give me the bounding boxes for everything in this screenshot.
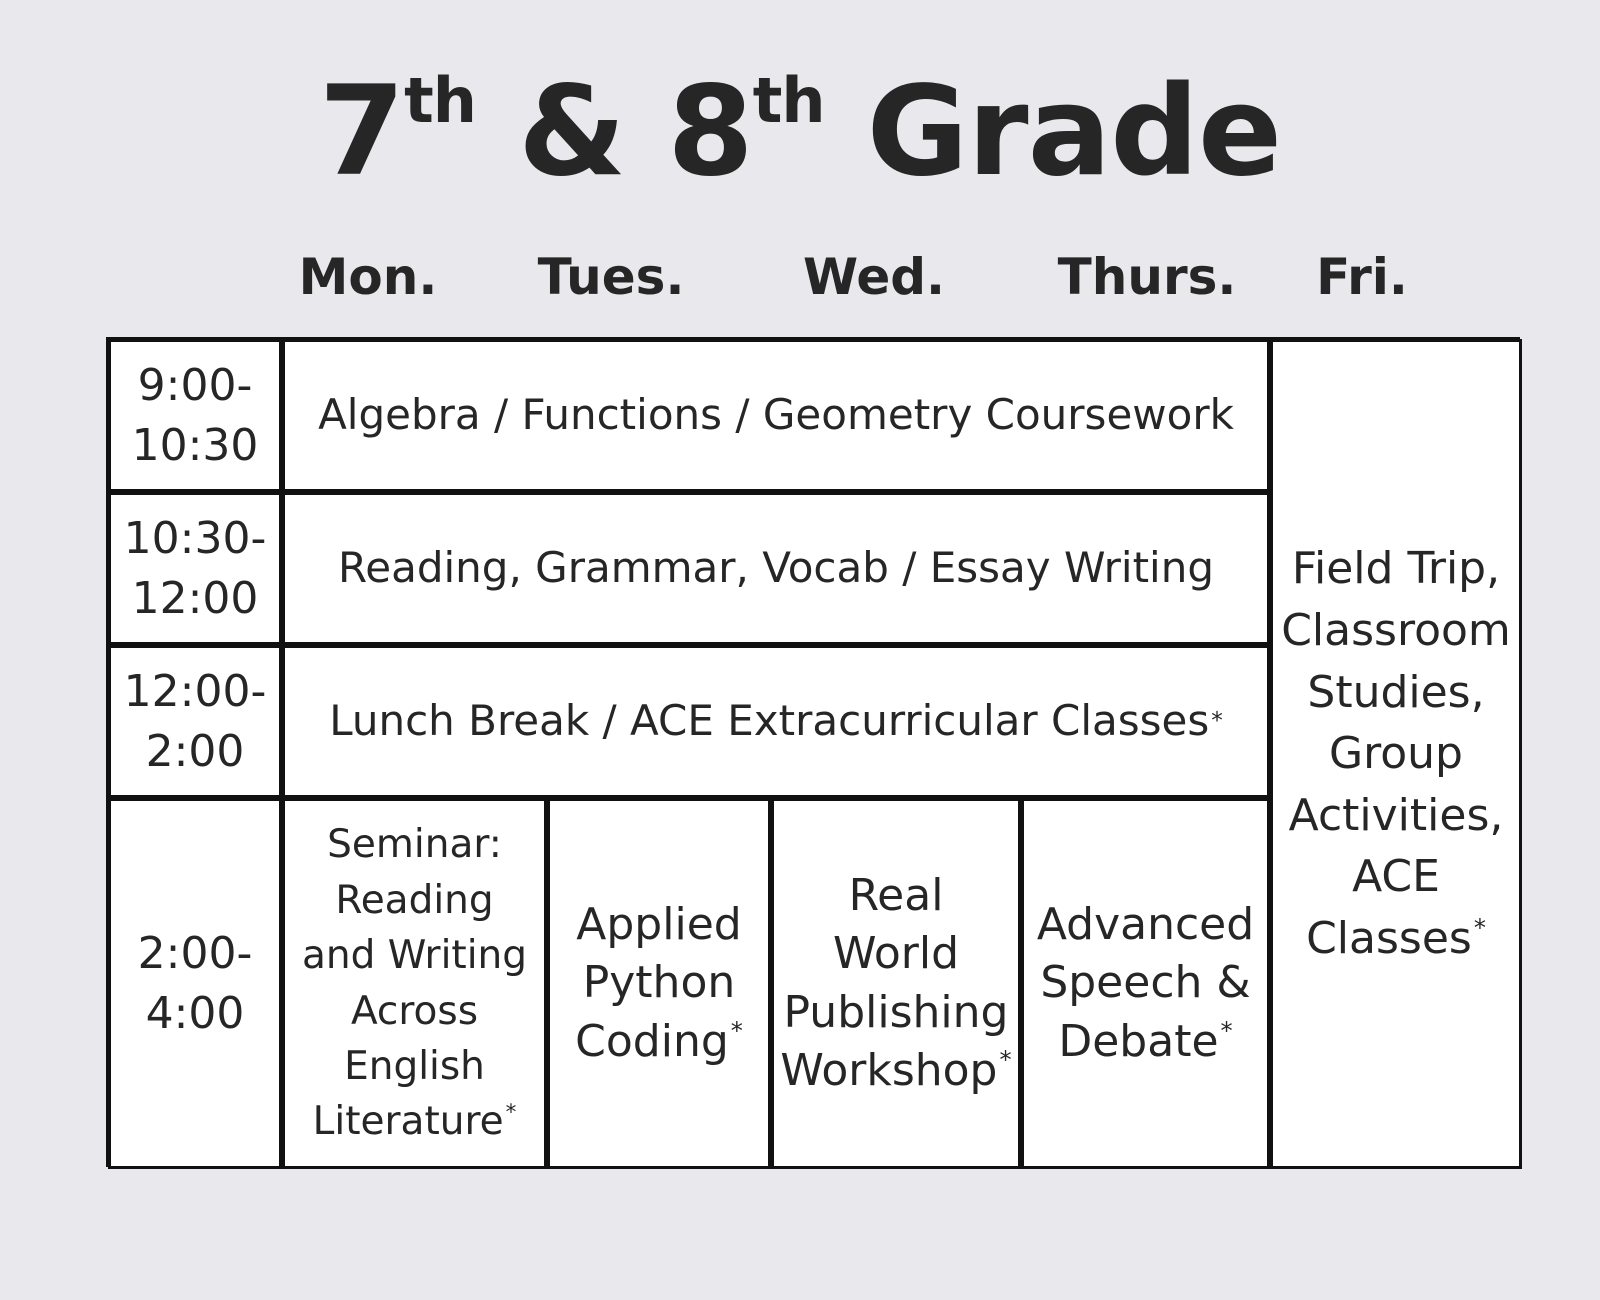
title-sup-2: th	[752, 64, 825, 137]
asterisk: *	[730, 1016, 743, 1045]
row-math: Algebra / Functions / Geometry Coursework	[282, 339, 1270, 492]
day-header-thu: Thurs.	[1057, 248, 1237, 306]
title-eighth: & 8	[475, 60, 753, 204]
row-lunch	[282, 645, 1270, 798]
title-grade: Grade	[824, 60, 1282, 204]
afternoon-thu-label: Advanced Speech & Debate	[1036, 899, 1255, 1067]
day-headers	[0, 248, 1600, 318]
afternoon-tue-label: Applied Python Coding	[575, 899, 742, 1067]
afternoon-wed	[771, 798, 1021, 1169]
page-title	[0, 58, 1600, 207]
title-seventh: 7	[318, 60, 405, 204]
time-slot-1: 9:00- 10:30	[108, 339, 282, 492]
asterisk: *	[999, 1045, 1012, 1074]
afternoon-thu	[1021, 798, 1270, 1169]
afternoon-mon	[282, 798, 547, 1169]
asterisk: *	[1473, 914, 1486, 943]
asterisk: *	[1211, 707, 1223, 734]
row-english: Reading, Grammar, Vocab / Essay Writing	[282, 492, 1270, 645]
friday-label: Field Trip, Classroom Studies, Group Activities, ACE Classes	[1281, 543, 1511, 964]
title-sup-1: th	[404, 64, 476, 137]
time-slot-2: 10:30- 12:00	[108, 492, 282, 645]
lunch-label: Lunch Break / ACE Extracurricular Classes	[329, 696, 1210, 746]
day-header-fri: Fri.	[1316, 248, 1408, 306]
time-slot-3: 12:00- 2:00	[108, 645, 282, 798]
afternoon-wed-label: Real World Publishing Workshop	[780, 870, 1009, 1096]
afternoon-mon-label: Seminar: Reading and Writing Across English Literature	[301, 822, 528, 1145]
schedule-table	[106, 337, 1520, 1167]
asterisk: *	[1220, 1016, 1233, 1045]
day-header-tue: Tues.	[537, 248, 685, 306]
day-header-mon: Mon.	[298, 248, 438, 306]
asterisk: *	[505, 1100, 517, 1126]
day-header-wed: Wed.	[802, 248, 946, 306]
afternoon-tue	[547, 798, 771, 1169]
friday-column	[1270, 339, 1522, 1169]
time-slot-4: 2:00- 4:00	[108, 798, 282, 1169]
